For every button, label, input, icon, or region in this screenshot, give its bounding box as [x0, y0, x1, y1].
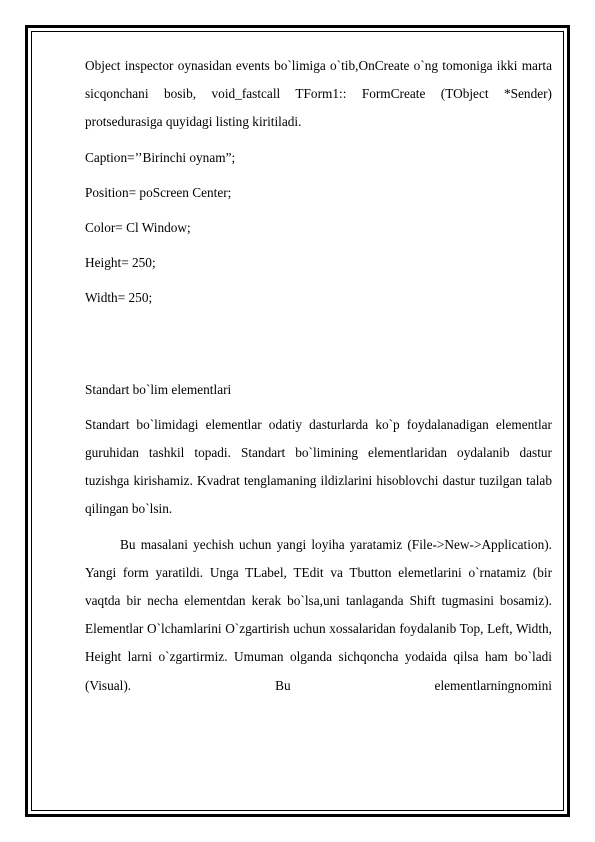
code-line: Color= Cl Window;	[85, 220, 191, 236]
page-content	[85, 52, 552, 700]
code-line: Caption=’’Birinchi oynam”;	[85, 149, 236, 165]
intro-paragraph: Object inspector oynasidan events bo`limiga o`tib,OnCreate o`ng tomoniga ikki marta sicqonchani bosib, void_fastcall TForm1:: FormCreate (TObject *Sender) protsedurasiga quyidagi listing kiritiladi.	[85, 58, 552, 130]
example-paragraph: Bu masalani yechish uchun yangi loyiha yaratamiz (File->New->Application). Yangi form yaratildi. Unga TLabel, TEdit va Tbutton elemetlarini o`rnatamiz (bir vaqtda bir necha elementdan kerak bo`lsa,uni tanlaganda Shift tugmasini bosamiz). Elementlar O`lchamlarini O`zgartirish uchun xossalaridan foydalanib Top, Left, Width, Height larni o`zgartirmiz. Umuman olganda sichqoncha yodaida qilsa ham bo`ladi (Visual). Bu elementlarningnomini	[85, 536, 552, 693]
section-paragraph: Standart bo`limidagi elementlar odatiy dasturlarda ko`p foydalanadigan elementlar guruhidan tashkil topadi. Standart bo`limining elementlaridan oydalanib dastur tuzishga kirishamiz. Kvadrat tenglamaning ildizlarini hisoblovchi dastur tuzilgan talab qilingan bo`lsin.	[85, 416, 552, 517]
code-line: Width= 250;	[85, 290, 153, 306]
code-line: Position= poScreen Center;	[85, 184, 232, 200]
code-line: Height= 250;	[85, 255, 156, 271]
code-listing	[85, 144, 552, 313]
section-heading: Standart bo`lim elementlari	[85, 381, 232, 397]
